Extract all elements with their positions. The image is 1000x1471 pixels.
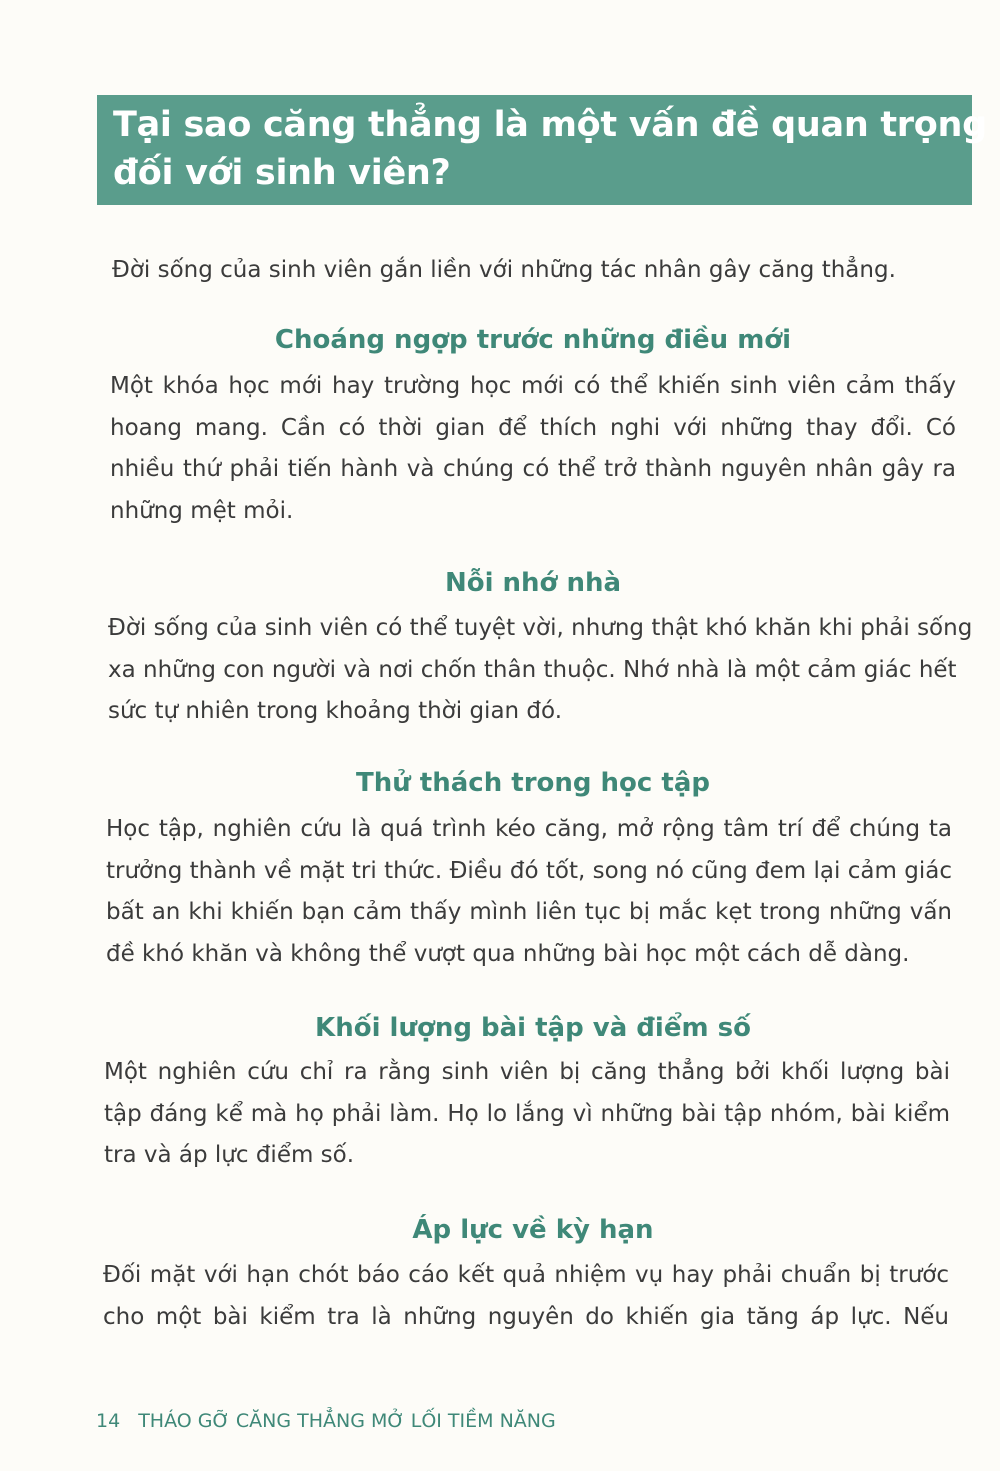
section-paragraph-new-things xyxy=(110,366,956,532)
section-paragraph-academic-challenges xyxy=(106,809,952,975)
paragraph-line: tập đáng kể mà họ phải làm. Họ lo lắng vì những bài tập nhóm, bài kiểm xyxy=(104,1100,950,1127)
section-heading-academic-challenges: Thử thách trong học tập xyxy=(356,768,710,798)
paragraph-line: tra và áp lực điểm số. xyxy=(104,1142,355,1168)
paragraph-line: xa những con người và nơi chốn thân thuộc. Nhớ nhà là một cảm giác hết xyxy=(108,656,957,683)
section-paragraph-deadline-pressure xyxy=(103,1255,949,1338)
paragraph-line: cho một bài kiểm tra là những nguyên do khiến gia tăng áp lực. Nếu xyxy=(103,1303,949,1330)
paragraph-line: những mệt mỏi. xyxy=(110,497,294,524)
section-heading-deadline-pressure: Áp lực về kỳ hạn xyxy=(412,1215,654,1245)
paragraph-line: Đối mặt với hạn chót báo cáo kết quả nhiệm vụ hay phải chuẩn bị trước xyxy=(103,1262,949,1288)
intro-paragraph: Đời sống của sinh viên gắn liền với những tác nhân gây căng thẳng. xyxy=(112,257,896,283)
chapter-title-banner xyxy=(97,95,987,205)
paragraph-line: bất an khi khiến bạn cảm thấy mình liên tục bị mắc kẹt trong những vấn xyxy=(106,899,952,925)
paragraph-line: Một nghiên cứu chỉ ra rằng sinh viên bị căng thẳng bởi khối lượng bài xyxy=(104,1059,950,1085)
paragraph-line: hoang mang. Cần có thời gian để thích nghi với những thay đổi. Có xyxy=(110,414,956,441)
paragraph-line: trưởng thành về mặt tri thức. Điều đó tốt, song nó cũng đem lại cảm giác xyxy=(106,857,952,884)
page-footer xyxy=(96,1406,556,1436)
section-heading-workload-grades: Khối lượng bài tập và điểm số xyxy=(315,1013,751,1043)
paragraph-line: Một khóa học mới hay trường học mới có thể khiến sinh viên cảm thấy xyxy=(110,373,956,399)
paragraph-line: Đời sống của sinh viên có thể tuyệt vời, nhưng thật khó khăn khi phải sống xyxy=(108,615,973,641)
paragraph-line: Học tập, nghiên cứu là quá trình kéo căng, mở rộng tâm trí để chúng ta xyxy=(106,816,952,842)
section-paragraph-homesickness xyxy=(108,608,973,733)
paragraph-line: nhiều thứ phải tiến hành và chúng có thể trở thành nguyên nhân gây ra xyxy=(110,456,956,482)
section-paragraph-workload-grades xyxy=(104,1052,950,1177)
chapter-title-line-2: đối với sinh viên? xyxy=(113,153,451,193)
section-heading-new-things: Choáng ngợp trước những điều mới xyxy=(274,325,792,355)
page-number: 14 xyxy=(96,1410,121,1432)
paragraph-line: sức tự nhiên trong khoảng thời gian đó. xyxy=(108,698,563,724)
paragraph-line: đề khó khăn và không thể vượt qua những bài học một cách dễ dàng. xyxy=(106,940,910,967)
section-heading-homesickness: Nỗi nhớ nhà xyxy=(444,568,622,598)
running-book-title: THÁO GỠ CĂNG THẲNG MỞ LỐI TIỀM NĂNG xyxy=(138,1410,556,1432)
chapter-title-line-1: Tại sao căng thẳng là một vấn đề quan trọng xyxy=(113,105,987,145)
